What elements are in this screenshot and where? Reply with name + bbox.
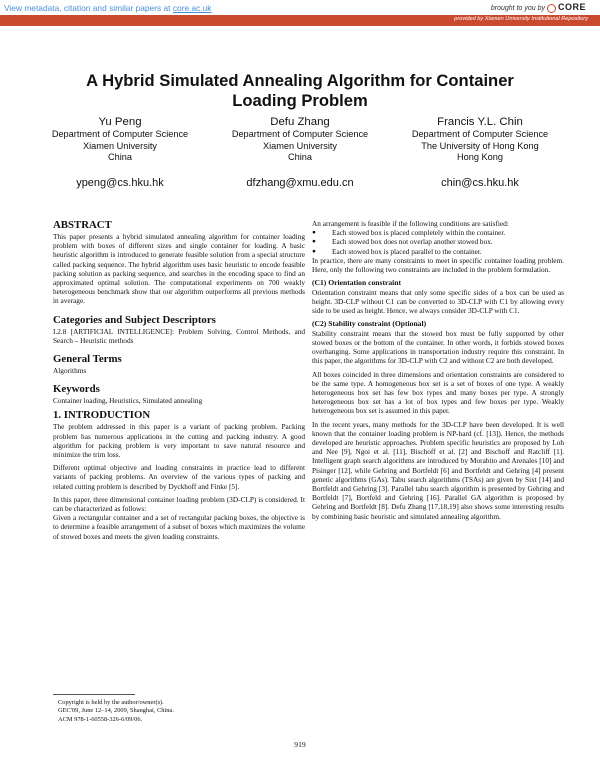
introduction-heading: 1. INTRODUCTION <box>53 409 151 422</box>
categories-heading: Categories and Subject Descriptors <box>53 313 216 326</box>
keywords-heading: Keywords <box>53 383 100 396</box>
abstract-text: This paper presents a hybrid simulated annealing algorithm for container loading problem with boxes of different sizes and single container for loading. A basic heuristic algorithm is introduced to generate feasible solution from a special structure called packing sequence. The hybrid algorithm uses basic heuristic to encode feasible packing solution as packing sequence, and searches in the encoding space to find an approximated optimal solution. The computational experiments on 700 weakly heterogeneous benchmark show that our algorithm outperforms all previous methods in average. <box>53 232 305 306</box>
copyright-line: Copyright is held by the author/owner(s). <box>58 699 164 706</box>
list-item: ● Each stowed box is placed parallel to the container. <box>312 247 564 256</box>
intro-paragraph-1: The problem addressed in this paper is a variant of packing problem. Packing problem has numerous applications in the cutting and packing industry. A good algorithm for packing problem is very important to save natural resource and minimize the trim loss. <box>53 422 305 460</box>
copyright-rule <box>53 694 135 695</box>
general-terms-heading: General Terms <box>53 353 122 366</box>
keywords-text: Container loading, Heuristics, Simulated annealing <box>53 396 203 406</box>
author-inst: Xiamen University <box>262 140 338 151</box>
author-name: Yu Peng <box>98 116 142 128</box>
author-name: Defu Zhang <box>270 116 330 128</box>
abstract-heading: ABSTRACT <box>53 219 112 231</box>
box-types-paragraph: All boxes coincided in three dimensions and orientation constraints are considered to be the same type. A homogeneous box set is a set of boxes of one type. A weakly heterogeneous box set has few box types and many boxes per type. A strongly heterogeneous box set has a lot of box types and few boxes per type. Weakly heterogeneous box set is assumed in this paper. <box>312 369 564 416</box>
core-brand[interactable] <box>491 2 586 13</box>
acm-line: ACM 978-1-60558-326-6/09/06. <box>58 715 143 723</box>
author-place: China <box>107 152 132 162</box>
page-number: 919 <box>294 740 306 749</box>
list-item: ● Each stowed box is placed completely within the container. <box>312 228 564 237</box>
author-inst: Xiamen University <box>82 140 158 151</box>
author-inst: The University of Hong Kong <box>421 140 539 151</box>
author-dept: Department of Computer Science <box>231 129 369 139</box>
core-brand-name: CORE <box>557 2 586 12</box>
author-email[interactable]: dfzhang@xmu.edu.cn <box>246 176 354 189</box>
c2-heading: (C2) Stability constraint (Optional) <box>312 319 427 329</box>
provider-text: provided by Xiamen University Institutional Repository <box>454 16 588 22</box>
categories-text: I.2.8 [ARTIFICIAL INTELLIGENCE]: Problem Solving, Control Methods, and Search – Heuristic methods <box>53 326 305 345</box>
intro-paragraph-3: In this paper, three dimensional container loading problem (3D-CLP) is considered. It can be characterized as follows: <box>53 494 305 514</box>
title-line-1: A Hybrid Simulated Annealing Algorithm for Container <box>86 71 514 90</box>
author-place: China <box>287 152 312 162</box>
core-domain-link[interactable]: core.ac.uk <box>172 3 212 13</box>
intro-paragraph-2: Different optimal objective and loading constraints in practice lead to different variants of packing problems. An overview of the various types of packing and related cutting problem is described by Dyckhoff and Finke [5]. <box>53 463 305 491</box>
title-line-2: Loading Problem <box>232 91 368 110</box>
feasibility-intro: An arrangement is feasible if the following conditions are satisfied: <box>312 219 509 228</box>
author-email[interactable]: chin@cs.hku.hk <box>441 176 519 189</box>
author-block-2 <box>210 115 390 189</box>
intro-paragraph-4: Given a rectangular container and a set of rectangular packing boxes, the objective is to determine a feasible arrangement of a subset of boxes which maximizes the volume of stowed boxes and meets the given loading constraints. <box>53 513 305 541</box>
author-dept: Department of Computer Science <box>411 129 549 139</box>
core-provider-strip <box>0 15 600 26</box>
c1-heading: (C1) Orientation constraint <box>312 278 402 288</box>
c2-text: Stability constraint means that the stowed box must be fully supported by other stowed boxes or the bottom of the container. In other words, it forbids stowed boxes overhanging. Some applications in transportation industry require this constraint. In this paper, the algorithms for 3D-CLP with C2 and without C2 are both developed. <box>312 328 564 366</box>
author-block-3 <box>390 115 570 189</box>
conditions-list <box>312 228 564 256</box>
c1-text: Orientation constraint means that only some specific sides of a box can be used as height. 3D-CLP without C1 can be converted to 3D-CLP with C1 by allowing every side to be used as height. Hence, we always consider 3D-CLP with C1. <box>312 287 564 316</box>
core-banner <box>0 0 600 28</box>
constraints-paragraph: In practice, there are many constraints to meet in specific container loading problem. Here, only the following two constraints are included in the problem formulation. <box>312 255 564 275</box>
copyright-block <box>58 699 288 724</box>
conference-line: GEC'09, June 12–14, 2009, Shanghai, China. <box>58 707 174 715</box>
author-dept: Department of Computer Science <box>51 129 189 139</box>
brought-by-text: brought to you by <box>490 5 545 12</box>
general-terms-text: Algorithms <box>53 366 87 376</box>
left-column <box>53 219 305 541</box>
paper-title <box>40 71 560 111</box>
core-metadata-link[interactable]: View metadata, citation and similar papers at core.ac.uk <box>4 3 212 13</box>
author-email[interactable]: ypeng@cs.hku.hk <box>76 176 164 189</box>
list-item: ● Each stowed box does not overlap another stowed box. <box>312 237 564 246</box>
author-name: Francis Y.L. Chin <box>437 116 523 128</box>
related-work-paragraph: In the recent years, many methods for the 3D-CLP have been developed. It is well known that the container loading problem is NP-hard (cf. [13]). Hence, the methods developed are heuristic approaches. Problem specific heuristics are proposed by Loh and Nee [9], Ngoi et al. [11], Bischoff et al. [2] and Bischoff and Ratcliff [1]. Intelligent graph search algorithms are introduced by Morabito and Arenales [10] and Pisinger [12], while Gehring and Bortfeldt [6] and Bortfeldt and Gehring [4] present genetic algorithms (GAs). Tabu search algorithms (TSAs) are given by Sixt [14] and Bortfeldt and Gehring [3]. Parallel tabu search algorithm is presented by Gehring and Bortfeldt [7], Bortfeld and Gehring [16]. Parallel GA algorithm is proposed by Gehring and Bortfeldt [8]. Defu Zhang [17,18,19] also shows some interesting results by combining basic heuristic and simulated annealing algorithm. <box>312 419 564 521</box>
author-block-1 <box>30 115 210 189</box>
right-column <box>312 219 564 521</box>
core-logo-icon <box>547 4 556 13</box>
author-place: Hong Kong <box>457 152 503 162</box>
